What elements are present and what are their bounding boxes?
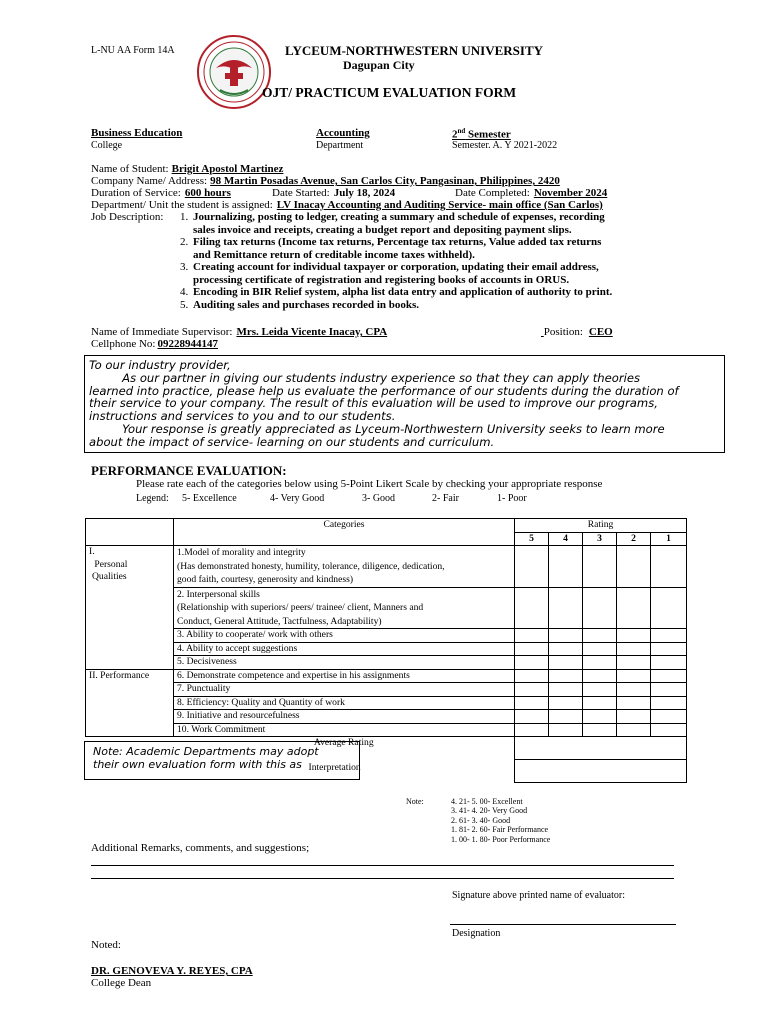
college-value: Business Education [91,127,183,139]
rating-checkbox-cell[interactable] [549,669,583,683]
job-number: 1. [180,211,189,223]
scale-note-label: Note: [406,797,424,806]
legend-label: Legend: [136,493,169,504]
college-label: College [91,140,123,151]
rating-col-3: 3 [583,532,617,546]
rating-checkbox-cell[interactable] [549,723,583,737]
legend-5: 5- Excellence [182,493,237,504]
category-item: 6. Demonstrate competence and expertise in his assignments [174,669,515,683]
rating-checkbox-cell[interactable] [515,683,549,697]
signature-label: Signature above printed name of evaluator: [452,890,625,901]
rating-checkbox-cell[interactable] [549,546,583,588]
evaluation-row [86,696,687,710]
category-item: 10. Work Commitment [174,723,515,737]
rating-checkbox-cell[interactable] [651,723,687,737]
semester-label: Semester. A. Y 2021-2022 [452,140,558,151]
rating-checkbox-cell[interactable] [651,656,687,670]
rating-checkbox-cell[interactable] [651,696,687,710]
average-rating-cell[interactable] [515,737,687,760]
message-line: To our industry provider, [89,358,231,372]
legend-2: 2- Fair [432,493,459,504]
group-performance: II. Performance [86,669,174,737]
dean-name: DR. GENOVEVA Y. REYES, CPA [91,965,253,977]
job-number: 4. [180,286,189,298]
industry-message-box [84,355,725,453]
job-number: 2. [180,236,189,248]
designation-line[interactable] [450,924,676,925]
message-line: about the impact of service- learning on our students and curriculum. [89,434,495,449]
rating-checkbox-cell[interactable] [549,710,583,724]
rating-checkbox-cell[interactable] [617,656,651,670]
job-description-line: Creating account for individual taxpayer or corporation, updating their email address, [193,261,599,273]
rating-checkbox-cell[interactable] [651,669,687,683]
rating-checkbox-cell[interactable] [549,696,583,710]
university-name: LYCEUM-NORTHWESTERN UNIVERSITY [285,43,544,58]
semester-value: 2nd Semester [452,127,511,141]
performance-heading: PERFORMANCE EVALUATION: [91,463,287,478]
job-description-label: Job Description: [91,211,164,223]
job-number: 5. [180,298,189,311]
department-label: Department [316,140,364,151]
legend-3: 3- Good [362,493,396,504]
rating-checkbox-cell[interactable] [515,669,549,683]
rating-checkbox-cell[interactable] [617,723,651,737]
cellphone-row: Cellphone No: 09228944147 [91,338,218,350]
rating-checkbox-cell[interactable] [617,546,651,588]
category-item: 1.Model of morality and integrity (Has demonstrated honesty, humility, tolerance, diligence, dedication, good faith, courtesy, generosity and kindness) [174,546,515,588]
rating-checkbox-cell[interactable] [617,642,651,656]
average-rating-label: Average Rating [313,737,374,748]
supervisor-value: Mrs. Leida Vicente Inacay, CPA [236,326,388,338]
categories-header: Categories [174,519,515,546]
job-number: 3. [180,261,189,273]
category-item: 3. Ability to cooperate/ work with others [174,629,515,643]
message-line: Your response is greatly appreciated as Lyceum-Northwestern University seeks to learn more [89,421,665,436]
rating-col-5: 5 [515,532,549,546]
rating-checkbox-cell[interactable] [617,587,651,629]
rating-checkbox-cell[interactable] [651,546,687,588]
department-value: Accounting [316,127,370,139]
rating-checkbox-cell[interactable] [583,710,617,724]
category-item: 5. Decisiveness [174,656,515,670]
supervisor-row: Name of Immediate Supervisor: Mrs. Leida Vicente Inacay, CPA [91,326,388,338]
rating-checkbox-cell[interactable] [549,587,583,629]
note-line-2: their own evaluation form with this as [93,758,302,771]
company-row: Company Name/ Address: 98 Martin Posadas Avenue, San Carlos City, Pangasinan, Philippines, 2420 [91,175,560,187]
note-line-1: Note: Academic Departments may adopt [93,745,319,758]
university-seal-icon [196,34,272,110]
rating-checkbox-cell[interactable] [583,587,617,629]
performance-instruction: Please rate each of the categories below using 5-Point Likert Scale by checking your appropriate response [136,478,603,490]
rating-checkbox-cell[interactable] [583,629,617,643]
rating-checkbox-cell[interactable] [549,656,583,670]
rating-col-4: 4 [549,532,583,546]
rating-checkbox-cell[interactable] [515,546,549,588]
rating-checkbox-cell[interactable] [515,629,549,643]
rating-checkbox-cell[interactable] [583,696,617,710]
job-description-line: Filing tax returns (Income tax returns, Percentage tax returns, Value added tax returns [193,236,602,248]
rating-col-1: 1 [651,532,687,546]
remarks-label: Additional Remarks, comments, and suggestions; [91,842,310,854]
job-description-line: and Remittance return of creditable income taxes withheld). [193,248,475,261]
position-row: Position: CEO [543,326,613,338]
group-personal-qualities: I. Personal Qualities [86,546,174,670]
rating-header: Rating [515,519,687,533]
rating-checkbox-cell[interactable] [583,546,617,588]
rating-checkbox-cell[interactable] [583,656,617,670]
remarks-line-1[interactable] [91,865,674,866]
rating-checkbox-cell[interactable] [549,629,583,643]
rating-checkbox-cell[interactable] [651,642,687,656]
group-header-blank [86,519,174,546]
category-item: 7. Punctuality [174,683,515,697]
job-description-line: Auditing sales and purchases recorded in books. [193,298,420,311]
city-name: Dagupan City [343,58,415,72]
rating-checkbox-cell[interactable] [549,683,583,697]
rating-checkbox-cell[interactable] [583,683,617,697]
department-assigned-value: LV Inacay Accounting and Auditing Service- main office (San Carlos) [276,199,603,211]
message-line: their service to your company. The result of this evaluation will be used to improve our programs, [89,396,658,411]
dean-title: College Dean [91,977,152,989]
category-item: 4. Ability to accept suggestions [174,642,515,656]
date-started-value: July 18, 2024 [333,187,396,199]
legend-4: 4- Very Good [270,493,325,504]
rating-col-2: 2 [617,532,651,546]
category-item: 2. Interpersonal skills (Relationship with superiors/ peers/ trainee/ client, Manners and Conduct, General Attitude, Tactfulness, Adaptability) [174,587,515,629]
form-code: L-NU AA Form 14A [91,45,175,56]
scale-note-list: 4. 21- 5. 00- Excellent 3. 41- 4. 20- Very Good 2. 61- 3. 40- Good 1. 81- 2. 60- Fair Performance 1. 00- 1. 80- Poor Performance [451,797,551,844]
noted-label: Noted: [91,939,121,951]
department-row: Department/ Unit the student is assigned: LV Inacay Accounting and Auditing Service- main office (San Carlos) [91,199,603,211]
evaluation-row [86,642,687,656]
rating-checkbox-cell[interactable] [583,642,617,656]
rating-checkbox-cell[interactable] [515,696,549,710]
position-value: CEO [588,326,613,338]
company-value: 98 Martin Posadas Avenue, San Carlos City, Pangasinan, Philippines, 2420 [210,175,560,187]
rating-checkbox-cell[interactable] [549,642,583,656]
interpretation-cell[interactable] [515,760,687,783]
evaluation-row [86,683,687,697]
designation-label: Designation [452,928,501,939]
job-description-line: Encoding in BIR Relief system, alpha list data entry and application of authority to print. [193,286,613,298]
academic-note-box [84,741,360,780]
rating-checkbox-cell[interactable] [651,587,687,629]
student-name-value: Brigit Apostol Martinez [171,163,284,175]
remarks-line-2[interactable] [91,878,674,879]
message-line: learned into practice, please help us evaluate the performance of our students during the duration of [89,383,679,398]
evaluation-row [86,710,687,724]
rating-checkbox-cell[interactable] [515,723,549,737]
job-description-line: processing certificate of registration and registering books of accounts in ORUS. [193,273,570,286]
category-item: 9. Initiative and resourcefulness [174,710,515,724]
evaluation-row [86,587,687,629]
rating-checkbox-cell[interactable] [515,710,549,724]
rating-checkbox-cell[interactable] [651,710,687,724]
job-description-line: sales invoice and receipts, creating a budget report and depositing payment slips. [193,223,572,236]
rating-checkbox-cell[interactable] [617,669,651,683]
rating-checkbox-cell[interactable] [515,642,549,656]
student-name-row: Name of Student: Brigit Apostol Martinez [91,163,284,175]
job-description-line: Journalizing, posting to ledger, creating a summary and schedule of expenses, recording [193,211,605,223]
evaluation-row [86,629,687,643]
rating-checkbox-cell[interactable] [515,587,549,629]
evaluation-row [86,669,687,683]
date-completed-row: Date Completed: November 2024 [455,187,608,199]
rating-checkbox-cell[interactable] [583,723,617,737]
form-title: OJT/ PRACTICUM EVALUATION FORM [262,85,517,100]
date-completed-value: November 2024 [533,187,608,199]
rating-checkbox-cell[interactable] [617,696,651,710]
category-item: 8. Efficiency: Quality and Quantity of work [174,696,515,710]
evaluation-row [86,546,687,588]
rating-checkbox-cell[interactable] [651,629,687,643]
rating-checkbox-cell[interactable] [617,683,651,697]
evaluation-row [86,656,687,670]
rating-checkbox-cell[interactable] [515,656,549,670]
cellphone-value: 09228944147 [157,338,218,350]
interpretation-label: Interpretation [308,761,361,773]
evaluation-row [86,723,687,737]
rating-checkbox-cell[interactable] [583,669,617,683]
message-line: As our partner in giving our students industry experience so that they can apply theories [89,370,641,385]
legend-1: 1- Poor [497,493,527,504]
duration-row: Duration of Service: 600 hours [91,187,231,199]
duration-value: 600 hours [184,187,231,199]
rating-checkbox-cell[interactable] [617,629,651,643]
rating-checkbox-cell[interactable] [617,710,651,724]
message-line: instructions and services to you and to our students. [89,409,396,424]
date-started-row: Date Started: July 18, 2024 [272,187,396,199]
rating-checkbox-cell[interactable] [651,683,687,697]
message-text [89,359,720,449]
